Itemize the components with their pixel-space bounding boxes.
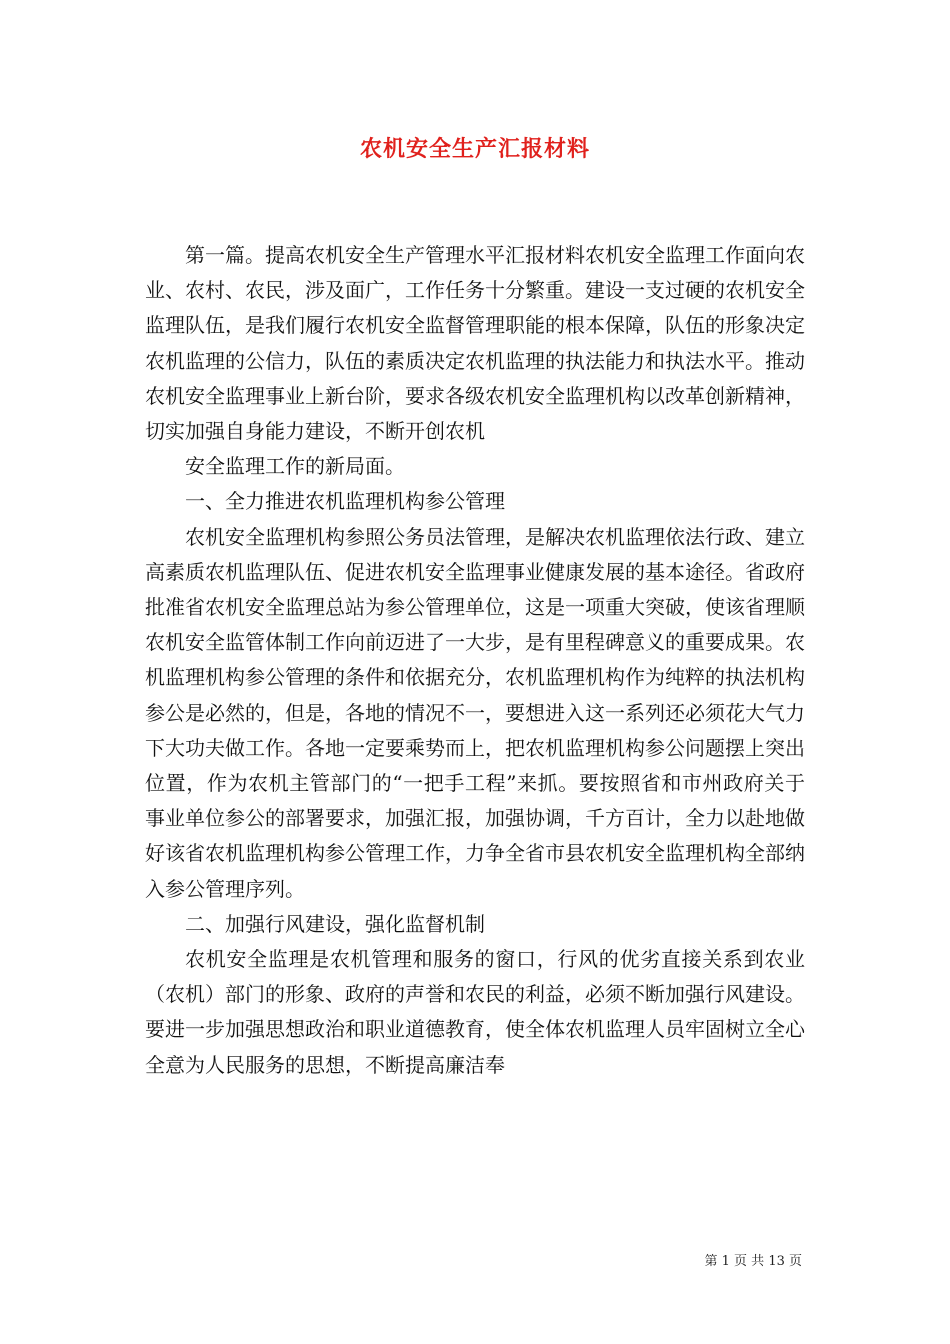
paragraph-section-1: 农机安全监理机构参照公务员法管理，是解决农机监理依法行政、建立高素质农机监理队伍、促进农机安全监理事业健康发展的基本途径。省政府批准省农机安全监理总站为参公管理单位，这是一项重大突破，使该省理顺农机安全监管体制工作向前迈进了一大步，是有里程碑意义的重要成果。农机监理机构参公管理的条件和依据充分，农机监理机构作为纯粹的执法机构参公是必然的，但是，各地的情况不一，要想进入这一系列还必须花大气力下大功夫做工作。各地一定要乘势而上，把农机监理机构参公问题摆上突出位置，作为农机主管部门的“一把手工程”来抓。要按照省和市州政府关于事业单位参公的部署要求，加强汇报，加强协调，千方百计，全力以赴地做好该省农机监理机构参公管理工作，力争全省市县农机安全监理机构全部纳入参公管理序列。 <box>145 524 805 901</box>
document-body <box>145 238 805 1083</box>
paragraph-intro: 第一篇。提高农机安全生产管理水平汇报材料农机安全监理工作面向农业、农村、农民，涉及面广，工作任务十分繁重。建设一支过硬的农机安全监理队伍，是我们履行农机安全监督管理职能的根本保障，队伍的形象决定农机监理的公信力，队伍的素质决定农机监理的执法能力和执法水平。推动农机安全监理事业上新台阶，要求各级农机安全监理机构以改革创新精神，切实加强自身能力建设，不断开创农机 <box>145 243 805 444</box>
page-title: 农机安全生产汇报材料 <box>359 136 590 162</box>
page-number: 第 1 页 共 13 页 <box>704 1254 802 1269</box>
section-heading-1: 一、全力推进农机监理机构参公管理 <box>185 489 505 514</box>
paragraph-intro-continued: 安全监理工作的新局面。 <box>185 454 405 479</box>
paragraph-section-2: 农机安全监理是农机管理和服务的窗口，行风的优劣直接关系到农业（农机）部门的形象、政府的声誉和农民的利益，必须不断加强行风建设。要进一步加强思想政治和职业道德教育，使全体农机监理人员牢固树立全心全意为人民服务的思想，不断提高廉洁奉 <box>145 947 805 1077</box>
section-heading-2: 二、加强行风建设，强化监督机制 <box>185 911 485 936</box>
